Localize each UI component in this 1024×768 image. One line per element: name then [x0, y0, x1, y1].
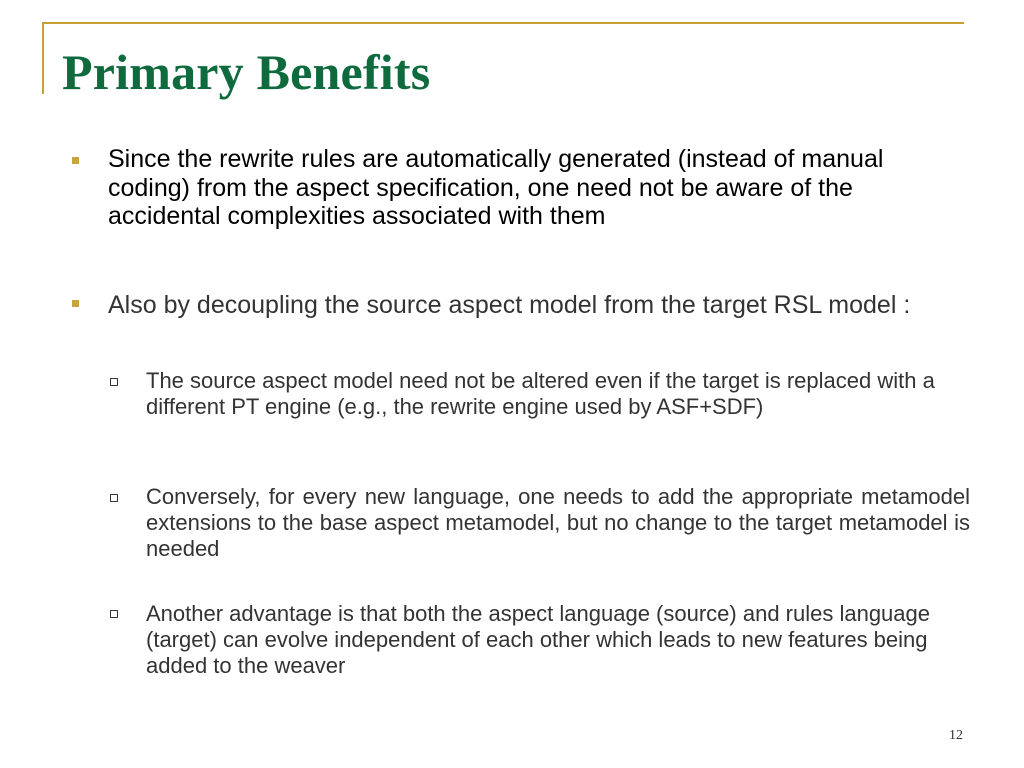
sub-bullet-text: Another advantage is that both the aspect language (source) and rules language (target) can evolve independent of each other which leads to new features being added to the weaver: [146, 601, 930, 678]
bullet-text: Also by decoupling the source aspect model from the target RSL model :: [108, 291, 911, 319]
bullet-text: Since the rewrite rules are automatically generated (instead of manual coding) from the aspect specification, one need not be aware of the accidental complexities associated with them: [108, 145, 884, 230]
title-frame-left-line: [42, 22, 44, 94]
title-frame-top-line: [42, 22, 964, 24]
hollow-square-bullet-icon: [110, 378, 118, 386]
sub-bullet-text: Conversely, for every new language, one needs to add the appropriate metamodel extensions to the base aspect metamodel, but no change to the target metamodel is needed: [146, 484, 970, 561]
sub-bullet-text: The source aspect model need not be altered even if the target is replaced with a different PT engine (e.g., the rewrite engine used by ASF+SDF): [146, 368, 935, 419]
hollow-square-bullet-icon: [110, 610, 118, 618]
slide-title: Primary Benefits: [62, 44, 431, 100]
page-number: 12: [949, 728, 963, 743]
square-bullet-icon: [72, 300, 79, 307]
square-bullet-icon: [72, 157, 79, 164]
hollow-square-bullet-icon: [110, 494, 118, 502]
